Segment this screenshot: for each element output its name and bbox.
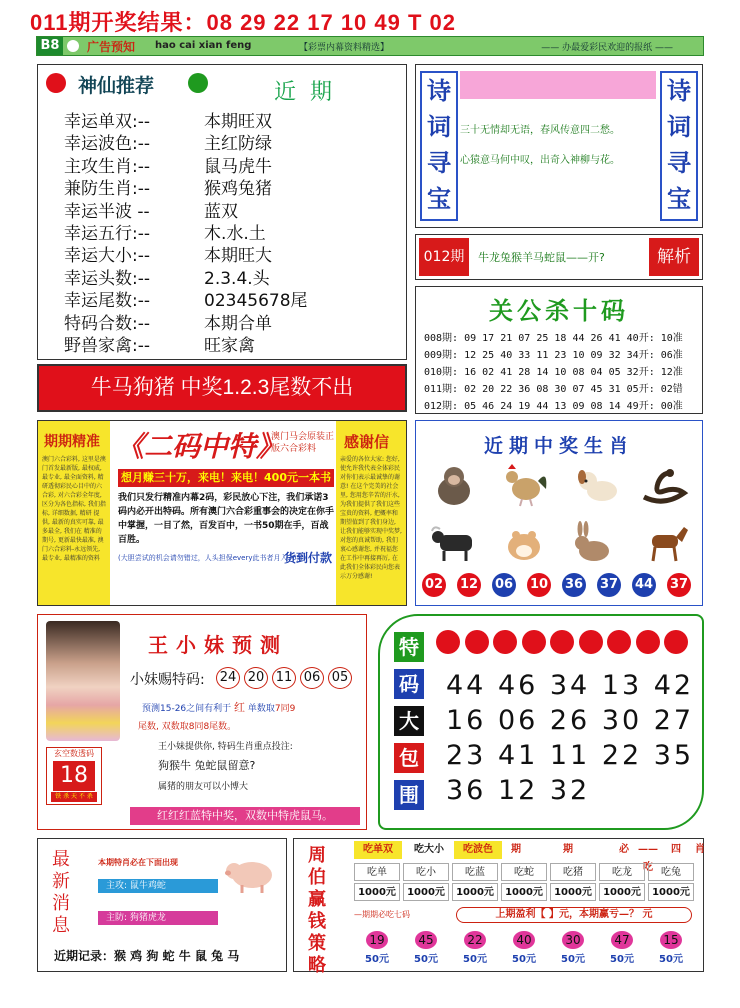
- strip-slogan: —— 办最爱彩民欢迎的报纸 ——: [541, 43, 673, 53]
- emz-foot: (大胆尝试的机会请勿错过，人头担保every此书者月入30万): [118, 554, 307, 562]
- zhoubo-bet: 50元: [659, 954, 683, 965]
- zhoubo-item: 吃小: [403, 863, 449, 881]
- shenxian-row: [64, 152, 272, 177]
- red-dot-icon: [664, 630, 688, 654]
- rabbit-icon: [566, 521, 618, 565]
- tema-panel: [378, 614, 704, 830]
- red-dot-icon: [579, 630, 603, 654]
- zhoubo-number: 19: [366, 931, 388, 949]
- shenxian-row-key: 主攻生肖:--: [64, 156, 150, 177]
- shenxian-row-value: 鼠马虎牛: [204, 156, 272, 177]
- wangxiaomei-title: 王小妹预测: [148, 633, 288, 657]
- shenxian-row-value: 02345678尾: [204, 291, 308, 312]
- wxm-line-1d: 7同9: [274, 704, 296, 714]
- zuixin-vertical: [52, 849, 78, 937]
- dog-icon: [572, 463, 624, 507]
- zuixin-panel: [37, 838, 287, 972]
- jiexi-label: 解析: [649, 238, 699, 276]
- shenxian-row: [64, 286, 308, 311]
- xuankong-foot: 铁 杀 天 不 杀: [51, 792, 97, 802]
- xuankong-title: 玄空数透码: [54, 749, 94, 758]
- tema-row: 23 41 11 22 35: [446, 740, 695, 771]
- emz-pay: 货到付款: [284, 551, 333, 565]
- shenxian-row: [64, 219, 266, 244]
- emz-right-text: 亲爱的各位大家: 您好, 使允许我代表全体彩民对你们表示最诚挚的谢意! 在这个完美的社会里, 您用您辛苦的汗水, 为我们提供了我们这些宝贵的资料, 把概率和期望值到了我们身边, 让我们能够实现中奖梦, 对您的真诚帮助, 我们衷心感谢您, 并祝福您在工作中再接再厉, 在此我们全体彩民向您表示万分感谢!: [340, 456, 402, 580]
- wxm-line-5: 属猪的朋友可以小博大: [158, 782, 249, 792]
- emz-body: 我们只发行精准内幕2码，彩民放心下注，我们承诺3码内必开出特码。所有澳门六合彩重事会的决定在你手中掌握，一目了然，百发百中，一书50期在手，百战百胜。: [118, 493, 335, 545]
- shenxian-row-value: 2.3.4.头: [204, 268, 270, 289]
- poem-char: 宝: [667, 185, 691, 213]
- xuankong-box: [46, 747, 102, 805]
- zhoubo-amount: 1000元: [599, 883, 645, 901]
- shenxian-row-value: 猴鸡兔猪: [204, 179, 272, 200]
- zhoubo-number: 15: [660, 931, 682, 949]
- emz-left-title: 期期精准: [44, 434, 100, 450]
- shenxian-row-key: 幸运头数:--: [64, 268, 150, 289]
- zhoubo-item: 吃单: [354, 863, 400, 881]
- shenxian-row-value: 木.水.土: [204, 224, 266, 244]
- monkey-icon: [428, 463, 480, 507]
- zhoubo-item: 吃兔: [648, 863, 694, 881]
- red-dot-icon: [522, 630, 546, 654]
- zuixin-char: 消: [52, 893, 70, 914]
- tema-row: 36 12 32: [446, 775, 591, 806]
- wxm-line-3: 王小妹提供你, 特码生肖重点投注:: [158, 742, 293, 752]
- shenxian-row-key: 幸运大小:--: [64, 246, 150, 267]
- red-dot-icon: [46, 73, 66, 93]
- zhoubo-header: 必: [619, 844, 629, 855]
- green-dot-icon: [188, 73, 208, 93]
- header-title: 011期开奖结果：08 29 22 17 10 49 T 02: [30, 10, 457, 35]
- emz-logo: 《二码中特》: [116, 430, 285, 463]
- shenxian-row: [64, 129, 272, 154]
- zhoubo-bet: 50元: [365, 954, 389, 965]
- result-ball: 36: [562, 573, 586, 597]
- poem-char: 寻: [667, 149, 691, 177]
- wangxiaomei-panel: [37, 614, 367, 830]
- zhoubo-amount: 1000元: [501, 883, 547, 901]
- emz-left-column: [38, 421, 110, 605]
- zhoubo-header: —— 吃: [638, 844, 658, 873]
- shenxian-row-value: 主红防绿: [204, 134, 272, 155]
- zhoubo-header: 肖: [695, 844, 705, 855]
- zhoubo-bet: 50元: [610, 954, 634, 965]
- shenxian-row: [64, 107, 272, 132]
- zhoubo-bet: 50元: [561, 954, 585, 965]
- zhoubo-header: 期: [563, 844, 573, 855]
- zhoubo-char: 周: [308, 845, 326, 866]
- page-badge: B8: [37, 37, 63, 55]
- header-strip: [36, 36, 704, 56]
- shenxian-banner: 牛马狗猪 中奖1.2.3尾数不出: [37, 364, 407, 412]
- tema-char: 包: [394, 743, 424, 773]
- shenxian-row: [64, 197, 238, 222]
- shenxian-title: 神仙推荐: [78, 75, 155, 97]
- shenxian-row-key: 幸运五行:--: [64, 224, 150, 244]
- zhoubo-item: 吃蓝: [452, 863, 498, 881]
- shenxian-row: [64, 264, 270, 289]
- shenxian-row-key: 野兽家禽:--: [64, 336, 150, 356]
- guangong-row: 010期: 16 02 41 28 14 10 08 04 05 32开: 12准: [424, 367, 683, 378]
- wxm-line-1c: 单数取: [245, 704, 275, 714]
- pig-icon: [222, 851, 278, 895]
- wangxiaomei-sub: 小妹赐特码:: [130, 672, 205, 688]
- shenxian-row-value: 旺家禽: [204, 336, 255, 356]
- zuixin-char: 最: [52, 849, 70, 870]
- zhoubo-number: 40: [513, 931, 535, 949]
- wangxiaomei-photo: [46, 621, 120, 741]
- guangong-title: 关公杀十码: [489, 297, 629, 325]
- zuixin-header: 本期特肖必在下面出现: [98, 858, 178, 867]
- emz-left-text: 澳门六合彩料, 这里是澳门首发最新版, 最权威, 最专业, 最全面资料, 精研透彻彩民心目中的六合彩, 对六合彩全年度, 区分为各色指标, 我们指标, 详细数据, 精研 提供, 最新的真实可靠, 最多最全, 我们在 精准的期号, 更新最快最准, 澳门六合彩料-永远领先, 最专业, 最精准的资料: [42, 456, 106, 562]
- poem-pink-bar: [460, 71, 656, 99]
- result-ball: 44: [632, 573, 656, 597]
- zhoubo-bet: 50元: [463, 954, 487, 965]
- guangong-row: 012期: 05 46 24 19 44 13 09 08 14 49开: 00准: [424, 401, 683, 412]
- zhoubo-mid-left: —期期必吃七码: [354, 910, 410, 919]
- guangong-row: 011期: 02 20 22 36 08 30 07 45 31 05开: 02错: [424, 384, 683, 395]
- poem-side-left: [420, 71, 458, 221]
- result-ball: 37: [667, 573, 691, 597]
- zhoubo-amount: 1000元: [354, 883, 400, 901]
- shenxian-row-key: 幸运尾数:--: [64, 291, 150, 312]
- zhoubo-char: 策: [308, 933, 326, 954]
- strip-note: 【彩票内幕资料精选】: [299, 43, 390, 53]
- zhoubo-amount: 1000元: [648, 883, 694, 901]
- emz-sub: 澳门马会原装正版六合彩料: [271, 432, 335, 454]
- wangxiaomei-banner: 红红红蓝特中奖，双数中特虎鼠马。: [130, 807, 360, 825]
- shenxian-row-value: 本期合单: [204, 313, 272, 334]
- tema-row: 16 06 26 30 27: [446, 705, 695, 736]
- emz-red-bar: 想月赚三十万，来电！来电！400元一本书: [118, 469, 334, 487]
- zhoubo-number: 30: [562, 931, 584, 949]
- shenxian-recent: 近期: [274, 80, 347, 105]
- shenxian-row: [64, 309, 272, 334]
- strip-label: 广告预知: [87, 40, 136, 54]
- zhoubo-header: 吃大小: [405, 841, 453, 859]
- poem-char: 词: [427, 113, 451, 141]
- wxm-line-2: 尾数, 双数取8同8尾数。: [138, 722, 237, 732]
- zhoubo-item: 吃猪: [550, 863, 596, 881]
- zhoubo-item: 吃蛇: [501, 863, 547, 881]
- jiexi-text: 牛龙兔猴羊马蛇鼠——开?: [478, 251, 605, 264]
- prediction-number: 24: [216, 667, 240, 689]
- strip-dot: [67, 40, 79, 52]
- poem-char: 寻: [427, 149, 451, 177]
- xuankong-number: 18: [53, 761, 95, 791]
- shenxian-row: [64, 174, 272, 199]
- poem-side-right: [660, 71, 698, 221]
- ermazhongte-panel: [37, 420, 407, 606]
- zhoubo-number: 45: [415, 931, 437, 949]
- red-dot-icon: [436, 630, 460, 654]
- result-ball: 10: [527, 573, 551, 597]
- prediction-number: 06: [300, 667, 324, 689]
- recent-shengxiao-panel: [415, 420, 703, 606]
- shenxian-row-key: 幸运单双:--: [64, 112, 150, 132]
- shenxian-row-value: 蓝双: [204, 201, 238, 222]
- shenxian-row-key: 兼防生肖:--: [64, 179, 150, 200]
- shenxian-row-value: 本期旺大: [204, 246, 272, 267]
- zhoubo-item: 吃龙: [599, 863, 645, 881]
- prediction-number: 20: [244, 667, 268, 689]
- strip-pinyin: hao cai xian feng: [155, 40, 252, 51]
- zhoubo-header: 吃波色: [454, 841, 502, 859]
- result-ball: 02: [422, 573, 446, 597]
- shenxian-row-value: 本期旺双: [204, 112, 272, 132]
- zhoubo-amount: 1000元: [403, 883, 449, 901]
- red-dot-icon: [607, 630, 631, 654]
- zhoubo-char: 略: [308, 955, 326, 976]
- shenxian-row-key: 特码合数:--: [64, 313, 150, 334]
- ox-icon: [428, 521, 480, 565]
- recent-shengxiao-title: 近期中奖生肖: [483, 435, 634, 457]
- red-dot-icon: [636, 630, 660, 654]
- zhoubo-char: 钱: [308, 911, 326, 932]
- zhoubo-char: 赢: [308, 889, 326, 910]
- zhoubo-char: 伯: [308, 867, 326, 888]
- wxm-line-4: 狗猴牛 兔蛇鼠留意?: [158, 759, 256, 772]
- guangong-row: 009期: 12 25 40 33 11 23 10 09 32 34开: 06准: [424, 350, 683, 361]
- zhoubo-number: 22: [464, 931, 486, 949]
- jiexi-panel: [415, 234, 703, 280]
- shenxian-row-key: 幸运半波 --: [64, 201, 150, 222]
- poem-panel: [415, 64, 703, 228]
- red-dot-icon: [550, 630, 574, 654]
- shenxian-row: [64, 331, 255, 356]
- poem-char: 词: [667, 113, 691, 141]
- shenxian-row: [64, 241, 272, 266]
- zuixin-record: 近期记录：猴 鸡 狗 蛇 牛 鼠 兔 马: [54, 949, 240, 963]
- emz-right-title: 感谢信: [344, 433, 390, 451]
- prediction-number: 05: [328, 667, 352, 689]
- zhoubo-number: 47: [611, 931, 633, 949]
- poem-line-2: 心猿意马何中叹，出奇入神柳与花。: [460, 155, 620, 166]
- shenxian-row-key: 幸运波色:--: [64, 134, 150, 155]
- zhoubo-header: 期: [511, 844, 521, 855]
- zhoubo-bet: 50元: [414, 954, 438, 965]
- zuixin-char: 息: [52, 915, 70, 936]
- zhoubo-amount: 1000元: [452, 883, 498, 901]
- result-ball: 37: [597, 573, 621, 597]
- wxm-line-1a: 预测15-26之间有利于: [142, 704, 235, 714]
- guangong-row: 008期: 09 17 21 07 25 18 44 26 41 40开: 10准: [424, 333, 683, 344]
- zuixin-main: 主攻: 鼠牛鸡蛇: [98, 879, 218, 893]
- snake-icon: [638, 463, 690, 507]
- tema-row: 44 46 34 13 42: [446, 670, 695, 701]
- tema-char: 围: [394, 780, 424, 810]
- zhoubo-vertical: [308, 845, 334, 977]
- rat-icon: [498, 521, 550, 565]
- jiexi-issue: 012期: [419, 238, 469, 276]
- zuixin-fang: 主防: 狗猪虎龙: [98, 911, 218, 925]
- guangong-panel: [415, 286, 703, 414]
- red-dot-icon: [493, 630, 517, 654]
- result-ball: 06: [492, 573, 516, 597]
- poem-char: 诗: [667, 77, 691, 105]
- wxm-line-1b: 红: [234, 701, 246, 714]
- poem-char: 诗: [427, 77, 451, 105]
- zhoubo-header: 吃单双: [354, 841, 402, 859]
- result-ball: 12: [457, 573, 481, 597]
- poem-char: 宝: [427, 185, 451, 213]
- zhoubo-mid-right: 上期盈利【 】元，本期赢亏—？ 元: [456, 907, 692, 923]
- emz-right-column: [336, 421, 406, 605]
- zuixin-char: 新: [52, 871, 70, 892]
- red-dot-icon: [465, 630, 489, 654]
- tema-char: 码: [394, 669, 424, 699]
- wxm-line-1: [142, 699, 295, 715]
- shenxian-panel: [37, 64, 407, 360]
- rooster-icon: [498, 463, 550, 507]
- zhoubo-header: 四: [671, 844, 681, 855]
- prediction-number: 11: [272, 667, 296, 689]
- poem-line-1: 三十无情却无语，春风传意四二愁。: [460, 125, 620, 136]
- tema-char: 大: [394, 706, 424, 736]
- zhoubo-bet: 50元: [512, 954, 536, 965]
- zhoubo-panel: [293, 838, 705, 976]
- zhoubo-amount: 1000元: [550, 883, 596, 901]
- horse-icon: [638, 521, 690, 565]
- tema-char: 特: [394, 632, 424, 662]
